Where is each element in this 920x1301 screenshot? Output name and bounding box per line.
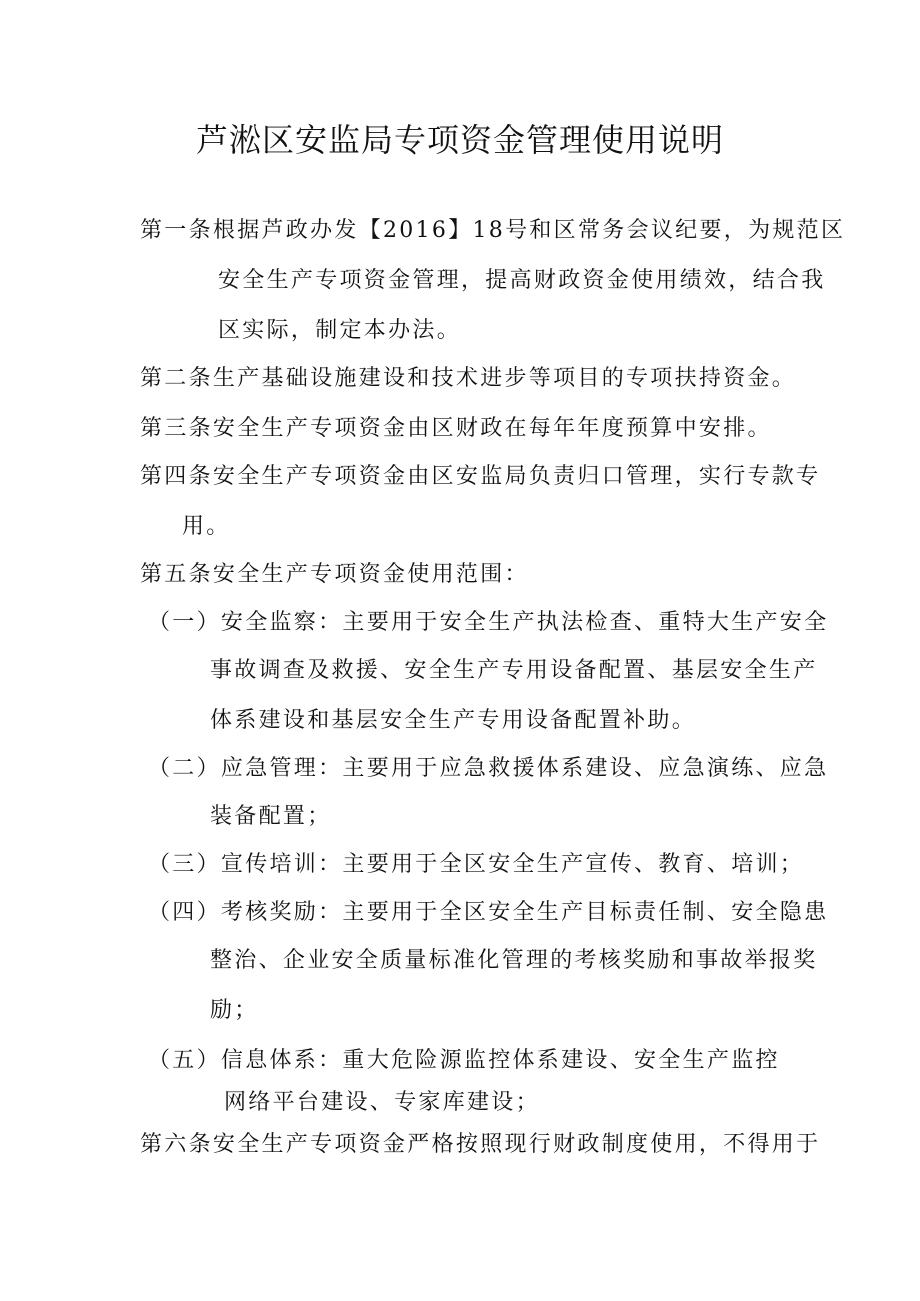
item-3-line-1: （三）宣传培训：主要用于全区安全生产宣传、教育、培训； <box>148 852 805 877</box>
item-5-line-2: 网络平台建设、专家库建设； <box>224 1090 540 1115</box>
item-1-line-3: 体系建设和基层安全生产专用设备配置补助。 <box>210 708 697 733</box>
article-1-line-2: 安全生产专项资金管理，提高财政资金使用绩效，结合我 <box>218 268 826 293</box>
article-4-line-2: 用。 <box>182 514 231 539</box>
article-1-line-1: 第一条根据芦政办发【2016】18号和区常务会议纪要，为规范区 <box>140 218 846 243</box>
article-6-line-1: 第六条安全生产专项资金严格按照现行财政制度使用，不得用于 <box>140 1132 821 1157</box>
item-4-line-1: （四）考核奖励：主要用于全区安全生产目标责任制、安全隐患 <box>148 900 829 925</box>
item-5-line-1: （五）信息体系：重大危险源监控体系建设、安全生产监控 <box>148 1048 780 1073</box>
item-1-line-1: （一）安全监察：主要用于安全生产执法检查、重特大生产安全 <box>148 610 829 635</box>
article-5-line-1: 第五条安全生产专项资金使用范围： <box>140 562 529 587</box>
article-4-line-1: 第四条安全生产专项资金由区安监局负责归口管理，实行专款专 <box>140 464 821 489</box>
item-4-line-3: 励； <box>210 998 259 1023</box>
item-1-line-2: 事故调查及救援、安全生产专用设备配置、基层安全生产 <box>210 658 818 683</box>
document-title: 芦淞区安监局专项资金管理使用说明 <box>195 121 724 159</box>
article-3-line-1: 第三条安全生产专项资金由区财政在每年年度预算中安排。 <box>140 416 772 441</box>
article-2-line-1: 第二条生产基础设施建设和技术进步等项目的专项扶持资金。 <box>140 366 797 391</box>
article-1-line-3: 区实际，制定本办法。 <box>218 318 462 343</box>
item-2-line-1: （二）应急管理：主要用于应急救援体系建设、应急演练、应急 <box>148 756 829 781</box>
item-4-line-2: 整治、企业安全质量标准化管理的考核奖励和事故举报奖 <box>210 948 818 973</box>
item-2-line-2: 装备配置； <box>210 804 332 829</box>
